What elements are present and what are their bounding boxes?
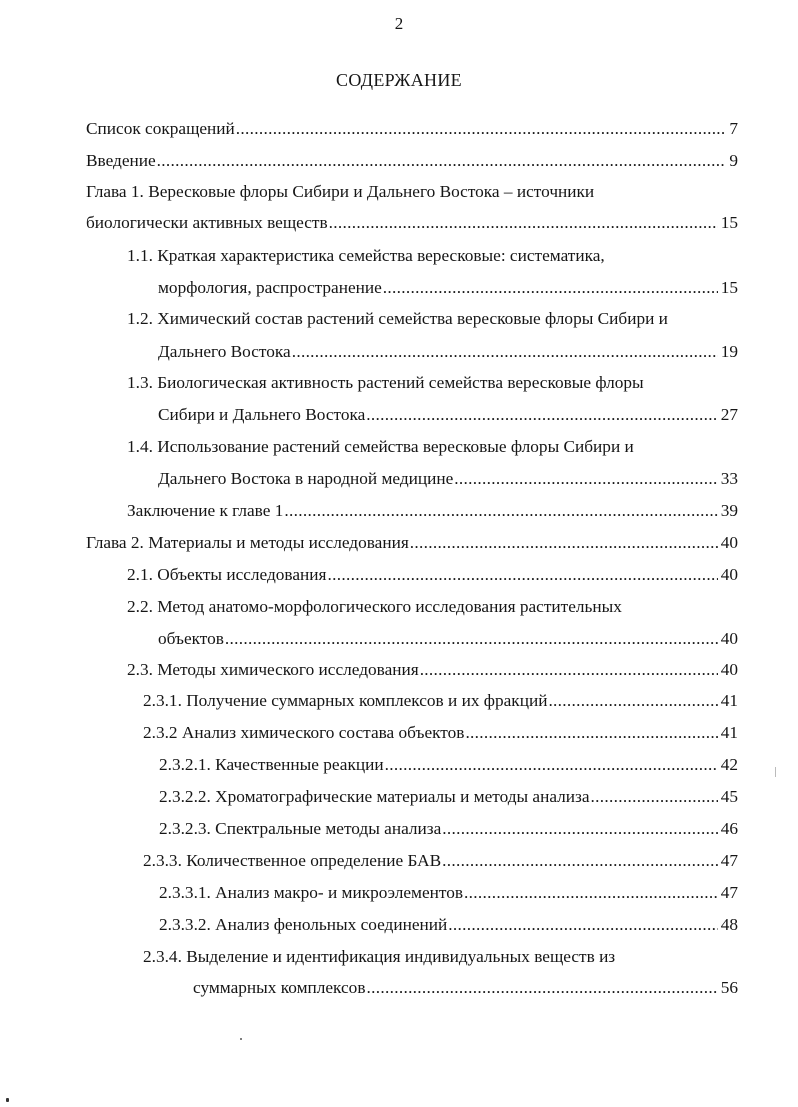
- toc-entry-text: 2.2. Метод анатомо-морфологического исследования растительных: [127, 597, 622, 616]
- toc-entry-chapter-2[interactable]: [86, 532, 738, 554]
- toc-entry-page: 15: [720, 213, 738, 232]
- toc-entry-1-4-cont[interactable]: [158, 468, 738, 490]
- toc-entry-2-3-2-2[interactable]: [159, 786, 738, 808]
- toc-entry-text: 2.3.1. Получение суммарных комплексов и их фракций: [143, 691, 548, 710]
- toc-entry-page: 41: [720, 723, 738, 742]
- toc-entry-chapter-1-cont[interactable]: [86, 212, 738, 234]
- toc-entry-text-cont: Дальнего Востока в народной медицине: [158, 469, 454, 488]
- toc-entry-text-cont: морфология, распространение: [158, 278, 382, 297]
- toc-entry-2-1[interactable]: [127, 564, 738, 586]
- toc-entry-chapter-1-conclusion[interactable]: [127, 500, 738, 522]
- toc-entry-2-3-4-cont[interactable]: [193, 977, 738, 999]
- dot-leader: [366, 977, 717, 999]
- dot-leader: [465, 722, 717, 744]
- scan-speck: [240, 1038, 242, 1040]
- dot-leader: [385, 754, 718, 776]
- toc-title: СОДЕРЖАНИЕ: [336, 70, 462, 90]
- toc-entry-page: 42: [720, 755, 738, 774]
- toc-entry-2-3-3-2[interactable]: [159, 914, 738, 936]
- toc-entry-text: 2.1. Объекты исследования: [127, 565, 327, 584]
- toc-entry-text: 2.3.2 Анализ химического состава объектов: [143, 723, 465, 742]
- dot-leader: [442, 818, 717, 840]
- toc-entry-1-1-cont[interactable]: [158, 277, 738, 299]
- dot-leader: [366, 404, 717, 426]
- dot-leader: [292, 341, 718, 363]
- dot-leader: [448, 914, 717, 936]
- toc-entry-text: 2.3.4. Выделение и идентификация индивидуальных веществ из: [143, 947, 616, 966]
- toc-entry-text: 2.3.3. Количественное определение БАВ: [143, 851, 442, 870]
- toc-entry-page: 47: [720, 883, 738, 902]
- dot-leader: [284, 500, 717, 522]
- toc-entry-2-3-2-1[interactable]: [159, 754, 738, 776]
- dot-leader: [548, 690, 717, 712]
- dot-leader: [454, 468, 717, 490]
- toc-entry-page: 46: [720, 819, 738, 838]
- toc-entry-1-3-cont[interactable]: [158, 404, 738, 426]
- dot-leader: [327, 564, 717, 586]
- toc-entry-text: 2.3.3.2. Анализ фенольных соединений: [159, 915, 448, 934]
- toc-entry-abbreviations[interactable]: [86, 118, 738, 140]
- toc-entry-page: 40: [720, 565, 738, 584]
- toc-entry-page: 47: [720, 851, 738, 870]
- dot-leader: [383, 277, 718, 299]
- toc-entry-page: 9: [729, 151, 738, 170]
- dot-leader: [157, 150, 727, 172]
- toc-entry-text-cont: Сибири и Дальнего Востока: [158, 405, 366, 424]
- toc-entry-2-3[interactable]: [127, 659, 738, 681]
- toc-entry-text: 2.3. Методы химического исследования: [127, 660, 419, 679]
- toc-entry-text: Заключение к главе 1: [127, 501, 284, 520]
- toc-entry-page: 56: [720, 978, 738, 997]
- toc-entry-1-3[interactable]: [127, 372, 738, 394]
- toc-entry-1-1[interactable]: [127, 245, 738, 267]
- toc-entry-page: 33: [720, 469, 738, 488]
- toc-entry-text: Список сокращений: [86, 119, 235, 138]
- toc-entry-1-2[interactable]: [127, 308, 738, 330]
- scan-speck: [6, 1098, 9, 1102]
- toc-entry-2-3-3[interactable]: [143, 850, 738, 872]
- toc-entry-page: 40: [720, 660, 738, 679]
- dot-leader: [225, 628, 718, 650]
- toc-entry-text: 1.1. Краткая характеристика семейства вересковые: систематика,: [127, 246, 605, 265]
- toc-entry-text-cont: суммарных комплексов: [193, 978, 366, 997]
- page-number: 2: [394, 14, 404, 33]
- toc-entry-2-2[interactable]: [127, 596, 738, 618]
- toc-entry-text: 2.3.2.1. Качественные реакции: [159, 755, 384, 774]
- toc-entry-page: 40: [720, 533, 738, 552]
- toc-entry-2-3-2[interactable]: [143, 722, 738, 744]
- dot-leader: [329, 212, 718, 234]
- toc-entry-2-2-cont[interactable]: [158, 628, 738, 650]
- toc-entry-text: 2.3.2.3. Спектральные методы анализа: [159, 819, 442, 838]
- dot-leader: [236, 118, 727, 140]
- toc-entry-text-cont: биологически активных веществ: [86, 213, 328, 232]
- toc-entry-page: 48: [720, 915, 738, 934]
- toc-entry-page: 19: [720, 342, 738, 361]
- toc-entry-introduction[interactable]: [86, 150, 738, 172]
- dot-leader: [420, 659, 718, 681]
- toc-entry-2-3-3-1[interactable]: [159, 882, 738, 904]
- toc-entry-text-cont: объектов: [158, 629, 224, 648]
- toc-entry-page: 41: [720, 691, 738, 710]
- toc-entry-page: 39: [720, 501, 738, 520]
- toc-entry-2-3-2-3[interactable]: [159, 818, 738, 840]
- toc-entry-text: Введение: [86, 151, 156, 170]
- toc-entry-page: 40: [720, 629, 738, 648]
- toc-entry-text-cont: Дальнего Востока: [158, 342, 291, 361]
- dot-leader: [442, 850, 718, 872]
- toc-entry-1-2-cont[interactable]: [158, 341, 738, 363]
- scan-mark: [775, 767, 776, 777]
- toc-entry-text: 1.3. Биологическая активность растений семейства вересковые флоры: [127, 373, 644, 392]
- toc-entry-page: 27: [720, 405, 738, 424]
- toc-entry-page: 7: [729, 119, 738, 138]
- toc-entry-text: 1.2. Химический состав растений семейства вересковые флоры Сибири и: [127, 309, 668, 328]
- toc-entry-text: Глава 2. Материалы и методы исследования: [86, 533, 409, 552]
- toc-entry-text: Глава 1. Вересковые флоры Сибири и Дальнего Востока – источники: [86, 182, 595, 201]
- toc-entry-1-4[interactable]: [127, 436, 738, 458]
- toc-entry-page: 15: [720, 278, 738, 297]
- toc-entry-text: 2.3.2.2. Хроматографические материалы и методы анализа: [159, 787, 590, 806]
- toc-entry-2-3-1[interactable]: [143, 690, 738, 712]
- dot-leader: [464, 882, 718, 904]
- toc-entry-page: 45: [720, 787, 738, 806]
- toc-entry-2-3-4[interactable]: [143, 946, 738, 968]
- dot-leader: [410, 532, 718, 554]
- toc-entry-chapter-1[interactable]: [86, 181, 738, 203]
- toc-entry-text: 1.4. Использование растений семейства вересковые флоры Сибири и: [127, 437, 634, 456]
- dot-leader: [591, 786, 718, 808]
- toc-entry-text: 2.3.3.1. Анализ макро- и микроэлементов: [159, 883, 463, 902]
